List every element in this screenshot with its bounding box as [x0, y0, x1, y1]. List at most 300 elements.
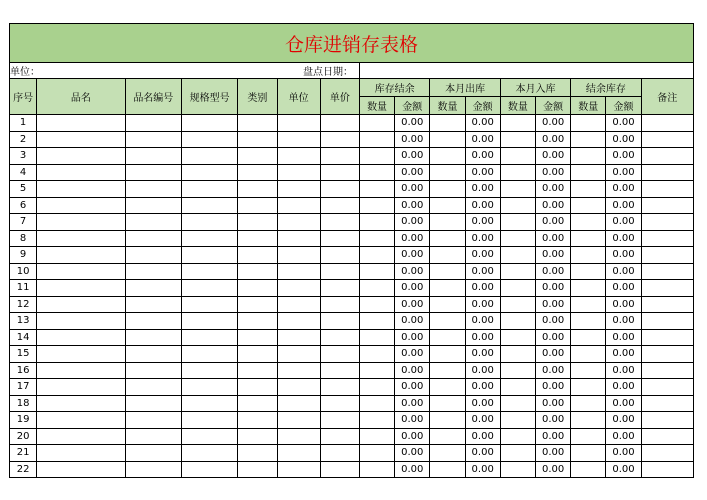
row-name-cell[interactable]	[37, 461, 126, 478]
row-out-this-month-amount-cell[interactable]: 0.00	[465, 329, 500, 346]
row-remaining-stock-qty-cell[interactable]	[571, 313, 606, 330]
row-seq-cell[interactable]: 17	[10, 379, 37, 396]
row-price-cell[interactable]	[320, 313, 359, 330]
row-stock-balance-amount-cell[interactable]: 0.00	[395, 230, 430, 247]
row-remark-cell[interactable]	[641, 148, 693, 165]
row-seq-cell[interactable]: 22	[10, 461, 37, 478]
row-name-cell[interactable]	[37, 230, 126, 247]
row-remaining-stock-amount-cell[interactable]: 0.00	[606, 214, 641, 231]
row-price-cell[interactable]	[320, 164, 359, 181]
row-remark-cell[interactable]	[641, 346, 693, 363]
row-in-this-month-amount-cell[interactable]: 0.00	[535, 445, 570, 462]
row-remark-cell[interactable]	[641, 379, 693, 396]
row-category-cell[interactable]	[238, 296, 277, 313]
row-remark-cell[interactable]	[641, 181, 693, 198]
row-remark-cell[interactable]	[641, 428, 693, 445]
row-code-cell[interactable]	[125, 461, 181, 478]
row-stock-balance-qty-cell[interactable]	[359, 379, 394, 396]
row-stock-balance-amount-cell[interactable]: 0.00	[395, 379, 430, 396]
row-in-this-month-qty-cell[interactable]	[500, 362, 535, 379]
row-in-this-month-amount-cell[interactable]: 0.00	[535, 148, 570, 165]
row-name-cell[interactable]	[37, 181, 126, 198]
row-out-this-month-amount-cell[interactable]: 0.00	[465, 362, 500, 379]
row-spec-cell[interactable]	[181, 313, 237, 330]
row-remaining-stock-qty-cell[interactable]	[571, 164, 606, 181]
row-out-this-month-qty-cell[interactable]	[430, 329, 465, 346]
row-in-this-month-qty-cell[interactable]	[500, 296, 535, 313]
row-spec-cell[interactable]	[181, 131, 237, 148]
row-name-cell[interactable]	[37, 379, 126, 396]
row-remaining-stock-qty-cell[interactable]	[571, 296, 606, 313]
row-out-this-month-amount-cell[interactable]: 0.00	[465, 148, 500, 165]
row-code-cell[interactable]	[125, 214, 181, 231]
row-in-this-month-qty-cell[interactable]	[500, 395, 535, 412]
row-out-this-month-qty-cell[interactable]	[430, 197, 465, 214]
row-price-cell[interactable]	[320, 230, 359, 247]
row-remaining-stock-qty-cell[interactable]	[571, 181, 606, 198]
row-unit-cell[interactable]	[277, 230, 320, 247]
row-price-cell[interactable]	[320, 445, 359, 462]
row-remaining-stock-qty-cell[interactable]	[571, 362, 606, 379]
row-remaining-stock-qty-cell[interactable]	[571, 131, 606, 148]
row-remaining-stock-amount-cell[interactable]: 0.00	[606, 263, 641, 280]
row-in-this-month-amount-cell[interactable]: 0.00	[535, 197, 570, 214]
row-out-this-month-qty-cell[interactable]	[430, 230, 465, 247]
row-stock-balance-qty-cell[interactable]	[359, 263, 394, 280]
row-in-this-month-amount-cell[interactable]: 0.00	[535, 412, 570, 429]
row-out-this-month-qty-cell[interactable]	[430, 296, 465, 313]
row-remaining-stock-amount-cell[interactable]: 0.00	[606, 379, 641, 396]
row-remaining-stock-qty-cell[interactable]	[571, 148, 606, 165]
row-stock-balance-amount-cell[interactable]: 0.00	[395, 445, 430, 462]
row-seq-cell[interactable]: 9	[10, 247, 37, 264]
row-price-cell[interactable]	[320, 362, 359, 379]
row-code-cell[interactable]	[125, 362, 181, 379]
row-spec-cell[interactable]	[181, 115, 237, 132]
row-out-this-month-amount-cell[interactable]: 0.00	[465, 197, 500, 214]
row-stock-balance-qty-cell[interactable]	[359, 214, 394, 231]
row-seq-cell[interactable]: 14	[10, 329, 37, 346]
row-stock-balance-qty-cell[interactable]	[359, 131, 394, 148]
row-code-cell[interactable]	[125, 379, 181, 396]
row-out-this-month-qty-cell[interactable]	[430, 395, 465, 412]
row-spec-cell[interactable]	[181, 247, 237, 264]
row-remark-cell[interactable]	[641, 214, 693, 231]
row-remaining-stock-amount-cell[interactable]: 0.00	[606, 148, 641, 165]
row-code-cell[interactable]	[125, 296, 181, 313]
row-remark-cell[interactable]	[641, 395, 693, 412]
row-category-cell[interactable]	[238, 329, 277, 346]
row-code-cell[interactable]	[125, 395, 181, 412]
row-unit-cell[interactable]	[277, 280, 320, 297]
row-price-cell[interactable]	[320, 148, 359, 165]
row-in-this-month-qty-cell[interactable]	[500, 115, 535, 132]
row-category-cell[interactable]	[238, 445, 277, 462]
row-code-cell[interactable]	[125, 247, 181, 264]
row-remaining-stock-amount-cell[interactable]: 0.00	[606, 296, 641, 313]
row-remaining-stock-amount-cell[interactable]: 0.00	[606, 362, 641, 379]
row-in-this-month-qty-cell[interactable]	[500, 412, 535, 429]
row-remaining-stock-qty-cell[interactable]	[571, 329, 606, 346]
row-category-cell[interactable]	[238, 362, 277, 379]
row-name-cell[interactable]	[37, 346, 126, 363]
row-stock-balance-qty-cell[interactable]	[359, 247, 394, 264]
row-stock-balance-qty-cell[interactable]	[359, 164, 394, 181]
row-in-this-month-amount-cell[interactable]: 0.00	[535, 313, 570, 330]
row-stock-balance-amount-cell[interactable]: 0.00	[395, 428, 430, 445]
row-category-cell[interactable]	[238, 395, 277, 412]
row-remaining-stock-amount-cell[interactable]: 0.00	[606, 346, 641, 363]
row-unit-cell[interactable]	[277, 461, 320, 478]
row-category-cell[interactable]	[238, 164, 277, 181]
row-category-cell[interactable]	[238, 197, 277, 214]
row-stock-balance-qty-cell[interactable]	[359, 230, 394, 247]
row-unit-cell[interactable]	[277, 445, 320, 462]
row-category-cell[interactable]	[238, 313, 277, 330]
row-remaining-stock-amount-cell[interactable]: 0.00	[606, 395, 641, 412]
row-unit-cell[interactable]	[277, 214, 320, 231]
row-seq-cell[interactable]: 11	[10, 280, 37, 297]
row-stock-balance-qty-cell[interactable]	[359, 329, 394, 346]
row-spec-cell[interactable]	[181, 296, 237, 313]
row-stock-balance-amount-cell[interactable]: 0.00	[395, 412, 430, 429]
row-category-cell[interactable]	[238, 346, 277, 363]
row-remaining-stock-amount-cell[interactable]: 0.00	[606, 461, 641, 478]
row-seq-cell[interactable]: 15	[10, 346, 37, 363]
row-seq-cell[interactable]: 2	[10, 131, 37, 148]
row-price-cell[interactable]	[320, 296, 359, 313]
row-seq-cell[interactable]: 12	[10, 296, 37, 313]
row-remark-cell[interactable]	[641, 313, 693, 330]
row-in-this-month-qty-cell[interactable]	[500, 148, 535, 165]
row-seq-cell[interactable]: 19	[10, 412, 37, 429]
row-spec-cell[interactable]	[181, 445, 237, 462]
row-stock-balance-qty-cell[interactable]	[359, 280, 394, 297]
row-in-this-month-qty-cell[interactable]	[500, 461, 535, 478]
row-code-cell[interactable]	[125, 445, 181, 462]
row-spec-cell[interactable]	[181, 280, 237, 297]
row-stock-balance-amount-cell[interactable]: 0.00	[395, 395, 430, 412]
row-in-this-month-qty-cell[interactable]	[500, 329, 535, 346]
row-name-cell[interactable]	[37, 164, 126, 181]
row-out-this-month-amount-cell[interactable]: 0.00	[465, 445, 500, 462]
row-in-this-month-amount-cell[interactable]: 0.00	[535, 428, 570, 445]
row-seq-cell[interactable]: 7	[10, 214, 37, 231]
row-in-this-month-qty-cell[interactable]	[500, 313, 535, 330]
row-price-cell[interactable]	[320, 115, 359, 132]
row-price-cell[interactable]	[320, 263, 359, 280]
row-price-cell[interactable]	[320, 379, 359, 396]
row-out-this-month-qty-cell[interactable]	[430, 379, 465, 396]
row-spec-cell[interactable]	[181, 197, 237, 214]
row-stock-balance-amount-cell[interactable]: 0.00	[395, 214, 430, 231]
row-seq-cell[interactable]: 4	[10, 164, 37, 181]
row-stock-balance-amount-cell[interactable]: 0.00	[395, 181, 430, 198]
row-out-this-month-qty-cell[interactable]	[430, 115, 465, 132]
row-remaining-stock-amount-cell[interactable]: 0.00	[606, 247, 641, 264]
row-remark-cell[interactable]	[641, 131, 693, 148]
row-code-cell[interactable]	[125, 412, 181, 429]
row-stock-balance-qty-cell[interactable]	[359, 362, 394, 379]
row-seq-cell[interactable]: 3	[10, 148, 37, 165]
row-stock-balance-amount-cell[interactable]: 0.00	[395, 115, 430, 132]
row-category-cell[interactable]	[238, 280, 277, 297]
row-name-cell[interactable]	[37, 280, 126, 297]
row-remark-cell[interactable]	[641, 197, 693, 214]
row-unit-cell[interactable]	[277, 197, 320, 214]
row-code-cell[interactable]	[125, 280, 181, 297]
row-seq-cell[interactable]: 5	[10, 181, 37, 198]
row-remaining-stock-qty-cell[interactable]	[571, 461, 606, 478]
row-name-cell[interactable]	[37, 247, 126, 264]
row-name-cell[interactable]	[37, 362, 126, 379]
row-category-cell[interactable]	[238, 131, 277, 148]
row-spec-cell[interactable]	[181, 346, 237, 363]
row-remark-cell[interactable]	[641, 296, 693, 313]
row-spec-cell[interactable]	[181, 461, 237, 478]
row-stock-balance-amount-cell[interactable]: 0.00	[395, 247, 430, 264]
row-remark-cell[interactable]	[641, 247, 693, 264]
row-seq-cell[interactable]: 6	[10, 197, 37, 214]
row-in-this-month-amount-cell[interactable]: 0.00	[535, 263, 570, 280]
row-remaining-stock-amount-cell[interactable]: 0.00	[606, 428, 641, 445]
row-in-this-month-qty-cell[interactable]	[500, 181, 535, 198]
row-stock-balance-amount-cell[interactable]: 0.00	[395, 296, 430, 313]
row-name-cell[interactable]	[37, 395, 126, 412]
row-unit-cell[interactable]	[277, 148, 320, 165]
row-name-cell[interactable]	[37, 115, 126, 132]
row-price-cell[interactable]	[320, 214, 359, 231]
row-out-this-month-amount-cell[interactable]: 0.00	[465, 296, 500, 313]
row-category-cell[interactable]	[238, 428, 277, 445]
row-spec-cell[interactable]	[181, 362, 237, 379]
row-stock-balance-amount-cell[interactable]: 0.00	[395, 164, 430, 181]
row-name-cell[interactable]	[37, 148, 126, 165]
row-category-cell[interactable]	[238, 379, 277, 396]
row-remark-cell[interactable]	[641, 115, 693, 132]
row-category-cell[interactable]	[238, 214, 277, 231]
row-category-cell[interactable]	[238, 412, 277, 429]
row-stock-balance-qty-cell[interactable]	[359, 346, 394, 363]
row-spec-cell[interactable]	[181, 214, 237, 231]
row-stock-balance-qty-cell[interactable]	[359, 428, 394, 445]
row-spec-cell[interactable]	[181, 379, 237, 396]
row-unit-cell[interactable]	[277, 164, 320, 181]
row-remaining-stock-qty-cell[interactable]	[571, 197, 606, 214]
row-seq-cell[interactable]: 20	[10, 428, 37, 445]
row-in-this-month-amount-cell[interactable]: 0.00	[535, 461, 570, 478]
row-in-this-month-amount-cell[interactable]: 0.00	[535, 280, 570, 297]
row-out-this-month-amount-cell[interactable]: 0.00	[465, 263, 500, 280]
row-stock-balance-qty-cell[interactable]	[359, 461, 394, 478]
row-stock-balance-amount-cell[interactable]: 0.00	[395, 148, 430, 165]
row-remaining-stock-amount-cell[interactable]: 0.00	[606, 115, 641, 132]
row-in-this-month-qty-cell[interactable]	[500, 164, 535, 181]
row-in-this-month-qty-cell[interactable]	[500, 197, 535, 214]
row-out-this-month-qty-cell[interactable]	[430, 346, 465, 363]
row-name-cell[interactable]	[37, 313, 126, 330]
row-spec-cell[interactable]	[181, 148, 237, 165]
row-unit-cell[interactable]	[277, 115, 320, 132]
row-out-this-month-amount-cell[interactable]: 0.00	[465, 131, 500, 148]
row-out-this-month-qty-cell[interactable]	[430, 247, 465, 264]
row-code-cell[interactable]	[125, 346, 181, 363]
row-out-this-month-qty-cell[interactable]	[430, 362, 465, 379]
row-remark-cell[interactable]	[641, 164, 693, 181]
row-price-cell[interactable]	[320, 247, 359, 264]
row-out-this-month-amount-cell[interactable]: 0.00	[465, 313, 500, 330]
row-unit-cell[interactable]	[277, 131, 320, 148]
row-in-this-month-qty-cell[interactable]	[500, 214, 535, 231]
row-spec-cell[interactable]	[181, 181, 237, 198]
row-out-this-month-amount-cell[interactable]: 0.00	[465, 461, 500, 478]
row-remaining-stock-amount-cell[interactable]: 0.00	[606, 313, 641, 330]
row-remaining-stock-qty-cell[interactable]	[571, 412, 606, 429]
row-unit-cell[interactable]	[277, 412, 320, 429]
row-unit-cell[interactable]	[277, 263, 320, 280]
row-unit-cell[interactable]	[277, 313, 320, 330]
row-out-this-month-qty-cell[interactable]	[430, 280, 465, 297]
row-out-this-month-amount-cell[interactable]: 0.00	[465, 412, 500, 429]
row-spec-cell[interactable]	[181, 164, 237, 181]
row-out-this-month-qty-cell[interactable]	[430, 263, 465, 280]
row-out-this-month-qty-cell[interactable]	[430, 313, 465, 330]
row-name-cell[interactable]	[37, 263, 126, 280]
row-unit-cell[interactable]	[277, 362, 320, 379]
row-name-cell[interactable]	[37, 214, 126, 231]
row-stock-balance-qty-cell[interactable]	[359, 395, 394, 412]
row-unit-cell[interactable]	[277, 329, 320, 346]
row-out-this-month-amount-cell[interactable]: 0.00	[465, 428, 500, 445]
row-seq-cell[interactable]: 10	[10, 263, 37, 280]
row-seq-cell[interactable]: 13	[10, 313, 37, 330]
row-in-this-month-amount-cell[interactable]: 0.00	[535, 181, 570, 198]
row-out-this-month-qty-cell[interactable]	[430, 428, 465, 445]
row-out-this-month-amount-cell[interactable]: 0.00	[465, 395, 500, 412]
row-price-cell[interactable]	[320, 280, 359, 297]
row-out-this-month-amount-cell[interactable]: 0.00	[465, 115, 500, 132]
row-stock-balance-amount-cell[interactable]: 0.00	[395, 131, 430, 148]
row-out-this-month-qty-cell[interactable]	[430, 131, 465, 148]
row-spec-cell[interactable]	[181, 230, 237, 247]
row-name-cell[interactable]	[37, 445, 126, 462]
row-category-cell[interactable]	[238, 148, 277, 165]
row-code-cell[interactable]	[125, 131, 181, 148]
row-out-this-month-amount-cell[interactable]: 0.00	[465, 346, 500, 363]
row-out-this-month-qty-cell[interactable]	[430, 181, 465, 198]
row-out-this-month-qty-cell[interactable]	[430, 445, 465, 462]
row-remark-cell[interactable]	[641, 362, 693, 379]
row-seq-cell[interactable]: 18	[10, 395, 37, 412]
row-stock-balance-amount-cell[interactable]: 0.00	[395, 461, 430, 478]
row-category-cell[interactable]	[238, 263, 277, 280]
row-stock-balance-qty-cell[interactable]	[359, 313, 394, 330]
row-in-this-month-amount-cell[interactable]: 0.00	[535, 247, 570, 264]
row-price-cell[interactable]	[320, 131, 359, 148]
row-name-cell[interactable]	[37, 329, 126, 346]
row-out-this-month-amount-cell[interactable]: 0.00	[465, 379, 500, 396]
row-remaining-stock-qty-cell[interactable]	[571, 346, 606, 363]
row-in-this-month-qty-cell[interactable]	[500, 230, 535, 247]
row-stock-balance-qty-cell[interactable]	[359, 148, 394, 165]
row-remaining-stock-amount-cell[interactable]: 0.00	[606, 412, 641, 429]
row-price-cell[interactable]	[320, 197, 359, 214]
row-code-cell[interactable]	[125, 263, 181, 280]
row-stock-balance-qty-cell[interactable]	[359, 115, 394, 132]
row-remaining-stock-amount-cell[interactable]: 0.00	[606, 164, 641, 181]
row-remaining-stock-amount-cell[interactable]: 0.00	[606, 197, 641, 214]
row-remaining-stock-amount-cell[interactable]: 0.00	[606, 230, 641, 247]
row-category-cell[interactable]	[238, 461, 277, 478]
row-stock-balance-qty-cell[interactable]	[359, 197, 394, 214]
row-stock-balance-qty-cell[interactable]	[359, 181, 394, 198]
row-out-this-month-qty-cell[interactable]	[430, 164, 465, 181]
row-remark-cell[interactable]	[641, 329, 693, 346]
row-remark-cell[interactable]	[641, 445, 693, 462]
row-unit-cell[interactable]	[277, 296, 320, 313]
row-remaining-stock-qty-cell[interactable]	[571, 115, 606, 132]
row-name-cell[interactable]	[37, 197, 126, 214]
row-out-this-month-amount-cell[interactable]: 0.00	[465, 247, 500, 264]
row-in-this-month-qty-cell[interactable]	[500, 247, 535, 264]
row-remaining-stock-qty-cell[interactable]	[571, 280, 606, 297]
row-name-cell[interactable]	[37, 412, 126, 429]
row-name-cell[interactable]	[37, 131, 126, 148]
row-unit-cell[interactable]	[277, 346, 320, 363]
row-remaining-stock-qty-cell[interactable]	[571, 445, 606, 462]
row-seq-cell[interactable]: 8	[10, 230, 37, 247]
row-in-this-month-amount-cell[interactable]: 0.00	[535, 379, 570, 396]
row-stock-balance-amount-cell[interactable]: 0.00	[395, 280, 430, 297]
row-in-this-month-qty-cell[interactable]	[500, 346, 535, 363]
row-stock-balance-amount-cell[interactable]: 0.00	[395, 263, 430, 280]
row-in-this-month-amount-cell[interactable]: 0.00	[535, 346, 570, 363]
row-stock-balance-qty-cell[interactable]	[359, 296, 394, 313]
row-name-cell[interactable]	[37, 428, 126, 445]
row-out-this-month-amount-cell[interactable]: 0.00	[465, 164, 500, 181]
row-out-this-month-qty-cell[interactable]	[430, 148, 465, 165]
row-price-cell[interactable]	[320, 329, 359, 346]
row-category-cell[interactable]	[238, 181, 277, 198]
row-spec-cell[interactable]	[181, 329, 237, 346]
row-remaining-stock-qty-cell[interactable]	[571, 230, 606, 247]
row-category-cell[interactable]	[238, 247, 277, 264]
row-in-this-month-qty-cell[interactable]	[500, 379, 535, 396]
row-in-this-month-amount-cell[interactable]: 0.00	[535, 329, 570, 346]
row-stock-balance-amount-cell[interactable]: 0.00	[395, 313, 430, 330]
row-code-cell[interactable]	[125, 197, 181, 214]
row-remaining-stock-qty-cell[interactable]	[571, 428, 606, 445]
row-seq-cell[interactable]: 1	[10, 115, 37, 132]
row-stock-balance-amount-cell[interactable]: 0.00	[395, 346, 430, 363]
row-remark-cell[interactable]	[641, 461, 693, 478]
row-stock-balance-amount-cell[interactable]: 0.00	[395, 362, 430, 379]
row-out-this-month-amount-cell[interactable]: 0.00	[465, 280, 500, 297]
row-in-this-month-amount-cell[interactable]: 0.00	[535, 115, 570, 132]
row-remaining-stock-qty-cell[interactable]	[571, 263, 606, 280]
row-spec-cell[interactable]	[181, 263, 237, 280]
row-out-this-month-amount-cell[interactable]: 0.00	[465, 230, 500, 247]
row-remaining-stock-qty-cell[interactable]	[571, 247, 606, 264]
row-remark-cell[interactable]	[641, 230, 693, 247]
row-code-cell[interactable]	[125, 164, 181, 181]
row-stock-balance-amount-cell[interactable]: 0.00	[395, 329, 430, 346]
row-remaining-stock-amount-cell[interactable]: 0.00	[606, 329, 641, 346]
row-category-cell[interactable]	[238, 230, 277, 247]
row-stock-balance-amount-cell[interactable]: 0.00	[395, 197, 430, 214]
row-in-this-month-qty-cell[interactable]	[500, 263, 535, 280]
row-price-cell[interactable]	[320, 181, 359, 198]
